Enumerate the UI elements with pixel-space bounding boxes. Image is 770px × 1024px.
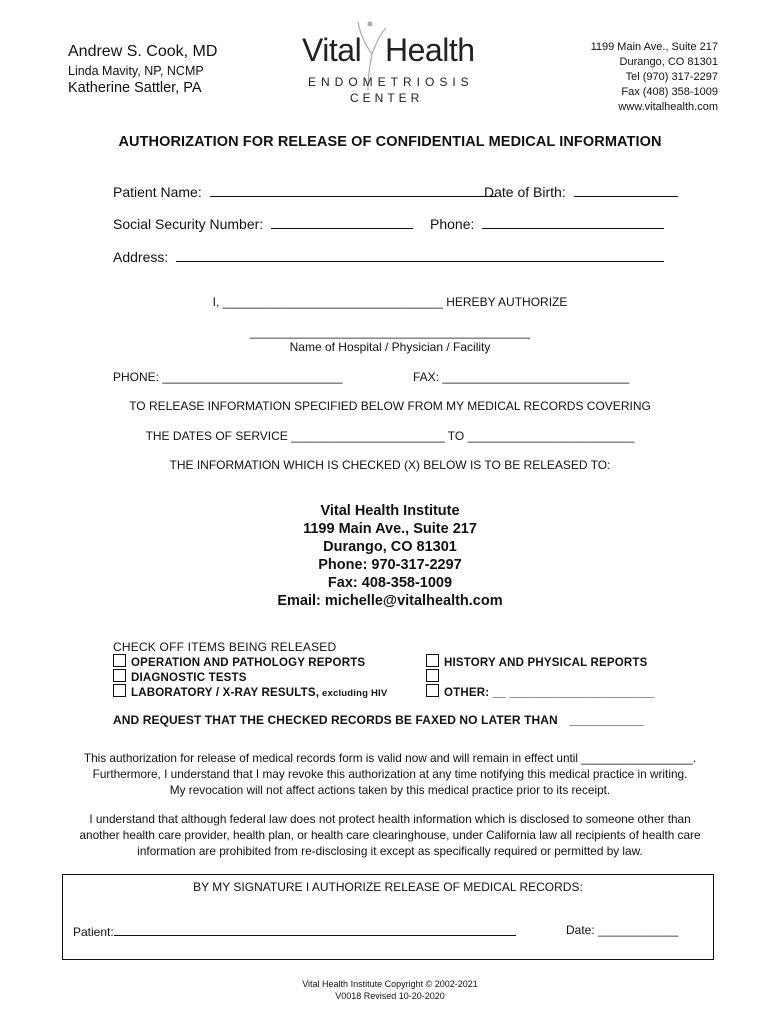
dates-label: THE DATES OF SERVICE <box>145 429 292 443</box>
contact-website: www.vitalhealth.com <box>618 101 718 113</box>
notice-line: another health care provider, health plan, or health care clearinghouse, under California law all recipients of health care <box>79 828 701 842</box>
dob-row <box>484 182 678 200</box>
authorizer-name-field[interactable]: _________________________________ <box>222 295 443 309</box>
provider-list <box>68 42 217 97</box>
footer-copyright: Vital Health Institute Copyright © 2002-2021 <box>302 979 478 989</box>
ssn-row <box>113 214 413 232</box>
patient-signature-label: Patient: <box>73 925 114 939</box>
logo-word: Vital <box>302 32 362 68</box>
address-field[interactable] <box>176 247 664 262</box>
ssn-label: Social Security Number: <box>113 216 264 232</box>
checklist-label: OTHER: __ ______________________ <box>444 687 655 699</box>
address-row <box>113 247 664 265</box>
notice-line: My revocation will not affect actions taken by this medical practice prior to its receipt. <box>169 783 611 797</box>
checklist-item <box>113 654 365 669</box>
facility-phone-field[interactable]: ___________________________ <box>162 370 343 384</box>
ssn-field[interactable] <box>271 214 413 229</box>
contact-phone: Tel (970) 317-2297 <box>625 71 718 83</box>
facility-phone-label: PHONE: <box>113 370 163 384</box>
signature-statement: BY MY SIGNATURE I AUTHORIZE RELEASE OF MEDICAL RECORDS: <box>193 880 583 894</box>
phone-row <box>430 214 664 232</box>
patient-name-row <box>113 182 496 200</box>
contact-address: 1199 Main Ave., Suite 217 <box>590 41 718 53</box>
facility-name-field[interactable]: __________________________________________ <box>249 325 531 339</box>
patient-signature-row <box>73 923 516 939</box>
fax-deadline-field[interactable]: ___________ <box>569 713 644 727</box>
phone-label: Phone: <box>430 216 475 232</box>
provider-name: Linda Mavity, NP, NCMP <box>68 64 204 78</box>
checklist-item <box>113 684 387 699</box>
validity-notice <box>0 750 770 798</box>
checkbox-diagnostic-tests[interactable] <box>113 669 126 682</box>
checked-statement: THE INFORMATION WHICH IS CHECKED (X) BELOW IS TO BE RELEASED TO: <box>169 458 611 472</box>
facility-fax-label: FAX: <box>413 370 443 384</box>
notice-line: information are prohibited from re-disclosing it except as specifically required or permitted by law. <box>137 844 643 858</box>
recipient-street: 1199 Main Ave., Suite 217 <box>303 521 477 537</box>
recipient-fax: Fax: 408-358-1009 <box>327 575 453 591</box>
dob-field[interactable] <box>574 182 678 197</box>
contact-fax: Fax (408) 358-1009 <box>621 86 718 98</box>
authorize-prefix: I, <box>212 295 223 309</box>
recipient-city: Durango, CO 81301 <box>323 539 457 555</box>
checkbox-operation-pathology[interactable] <box>113 654 126 667</box>
phone-field[interactable] <box>482 214 664 229</box>
notice-line: This authorization for release of medical records form is valid now and will remain in effect until _________________. <box>83 751 697 765</box>
footer <box>0 978 770 1002</box>
authorize-suffix: HEREBY AUTHORIZE <box>442 295 568 309</box>
recipient-block <box>0 502 770 610</box>
release-statement: TO RELEASE INFORMATION SPECIFIED BELOW FROM MY MEDICAL RECORDS COVERING <box>129 399 651 413</box>
checkbox-history-physical[interactable] <box>426 654 439 667</box>
signature-date-field[interactable]: ____________ <box>598 923 679 937</box>
signature-date-row <box>566 923 678 937</box>
logo-tagline: CENTER <box>350 91 424 105</box>
checklist-label: LABORATORY / X-RAY RESULTS, <box>131 687 320 699</box>
notice-line: Furthermore, I understand that I may revoke this authorization at any time notifying this medical practice in writing. <box>92 767 688 781</box>
logo-word: Health <box>385 32 475 68</box>
dates-to-label: TO <box>444 429 468 443</box>
checklist-label: OPERATION AND PATHOLOGY REPORTS <box>131 657 366 669</box>
contact-info <box>591 40 718 115</box>
fax-request-row <box>113 713 644 727</box>
facility-label: Name of Hospital / Physician / Facility <box>289 340 491 354</box>
notice-line: I understand that although federal law does not protect health information which is disclosed to someone other than <box>89 812 691 826</box>
checklist-header: CHECK OFF ITEMS BEING RELEASED <box>113 640 337 654</box>
dates-to-field[interactable]: _________________________ <box>467 429 635 443</box>
checkbox-other[interactable] <box>426 684 439 697</box>
recipient-name: Vital Health Institute <box>320 503 460 519</box>
checklist-label: DIAGNOSTIC TESTS <box>131 672 247 684</box>
contact-city: Durango, CO 81301 <box>619 56 718 68</box>
disclosure-notice <box>0 811 770 859</box>
dates-from-field[interactable]: _______________________ <box>291 429 445 443</box>
patient-name-label: Patient Name: <box>113 184 202 200</box>
facility-fax-field[interactable]: ____________________________ <box>442 370 630 384</box>
checkbox-blank[interactable] <box>426 669 439 682</box>
address-label: Address: <box>113 249 169 265</box>
checklist-item <box>113 669 247 684</box>
recipient-email: Email: michelle@vitalhealth.com <box>277 593 503 609</box>
form-title: AUTHORIZATION FOR RELEASE OF CONFIDENTIAL MEDICAL INFORMATION <box>118 134 662 150</box>
checklist-item <box>426 669 444 684</box>
signature-date-label: Date: <box>566 923 599 937</box>
checklist-label: HISTORY AND PHYSICAL REPORTS <box>444 657 648 669</box>
provider-name: Andrew S. Cook, MD <box>68 43 218 60</box>
logo-tagline: ENDOMETRIOSIS <box>308 75 474 89</box>
fax-request-text: AND REQUEST THAT THE CHECKED RECORDS BE FAXED NO LATER THAN <box>113 713 558 727</box>
checklist-item <box>426 654 647 669</box>
authorize-line <box>0 295 770 309</box>
recipient-phone: Phone: 970-317-2297 <box>318 557 462 573</box>
patient-name-field[interactable] <box>210 182 496 197</box>
checkbox-lab-xray[interactable] <box>113 684 126 697</box>
facility-phone-row <box>113 370 343 384</box>
signature-box <box>62 874 714 960</box>
facility-fax-row <box>413 370 629 384</box>
footer-version: V0018 Revised 10-20-2020 <box>335 991 445 1001</box>
checklist-item <box>426 684 654 699</box>
checklist-label-suffix: excluding HIV <box>319 688 388 699</box>
patient-signature-field[interactable] <box>114 923 516 936</box>
dob-label: Date of Birth: <box>484 184 566 200</box>
vital-health-logo <box>300 20 478 110</box>
provider-name: Katherine Sattler, PA <box>68 80 202 96</box>
dates-of-service-row <box>0 429 770 443</box>
